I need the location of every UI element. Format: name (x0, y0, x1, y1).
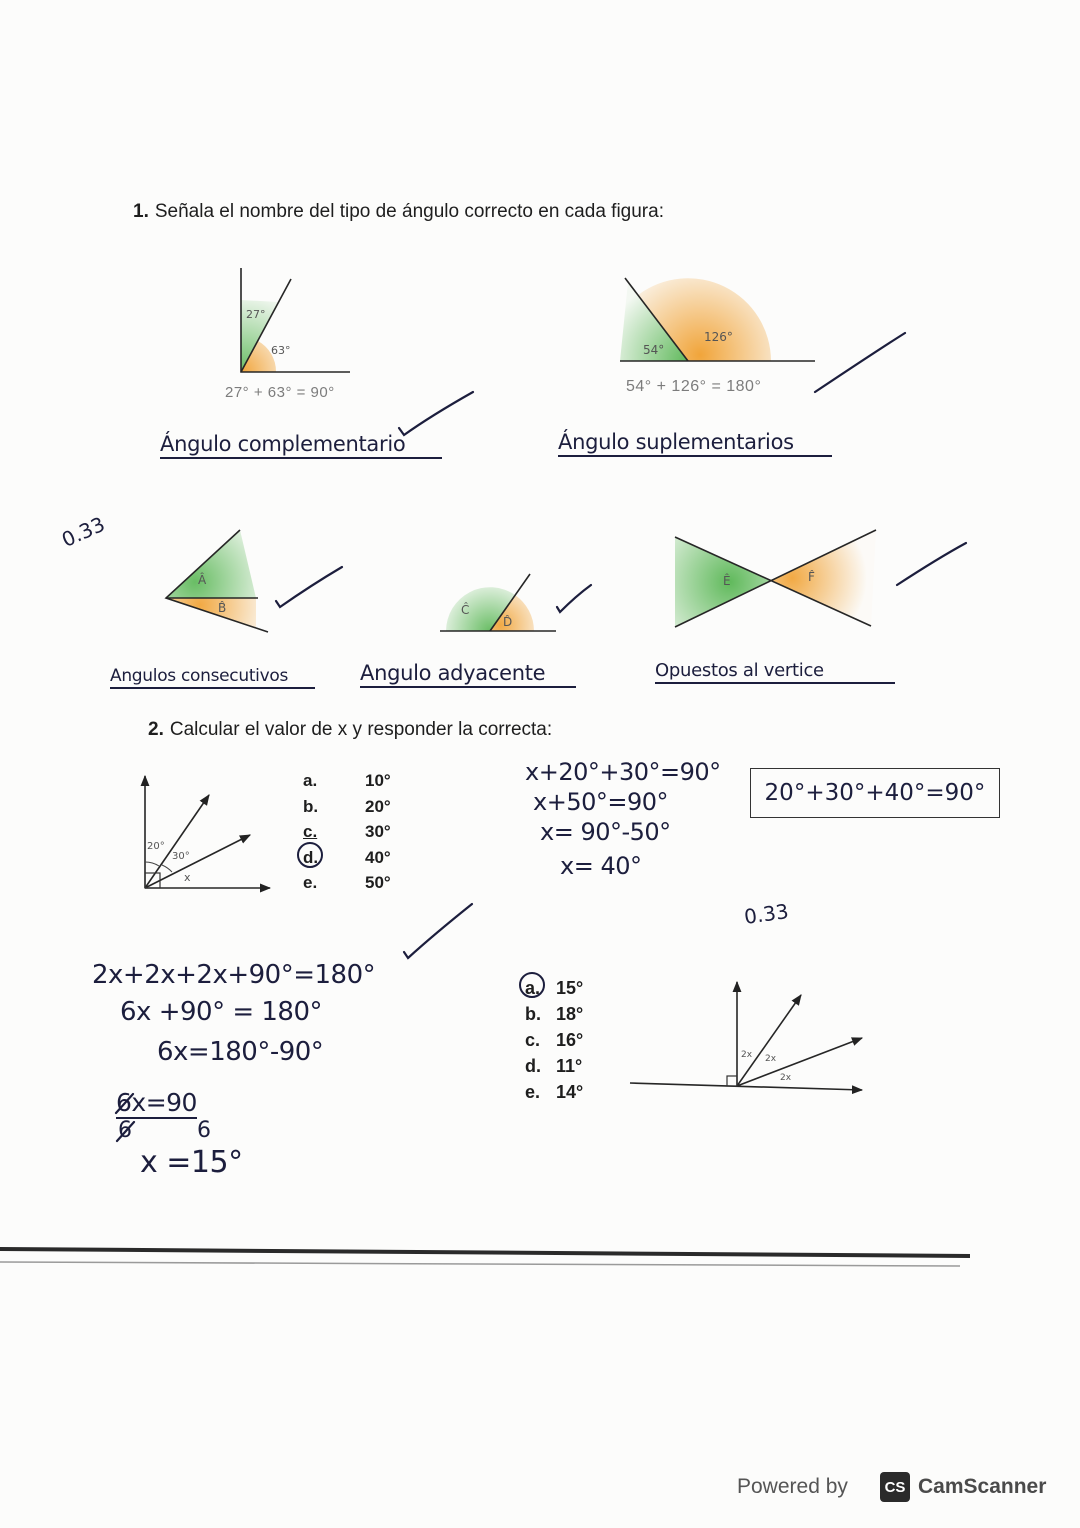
figure-consecutive (166, 530, 268, 632)
brand-name: CamScanner (918, 1475, 1047, 1498)
figure-supplementary (620, 278, 815, 361)
work-line: x= 40° (560, 852, 642, 880)
angle-label-20: 20° (147, 841, 165, 852)
powered-by-text: Powered by (737, 1475, 848, 1498)
check-mark (557, 585, 591, 612)
angle-label-a: Ĉ (461, 603, 470, 617)
work-line: 2x+2x+2x+90°=180° (92, 960, 376, 990)
figure-problem-1 (145, 776, 270, 888)
work-line: x+20°+30°=90° (525, 758, 721, 786)
option-letter: d. (525, 1056, 541, 1076)
work-line: x= 90°-50° (540, 818, 671, 846)
angle-label-b: F̂ (808, 570, 815, 584)
figure-problem-2 (630, 982, 862, 1090)
right-angle-mark (727, 1076, 737, 1086)
figure-adjacent (440, 574, 556, 631)
ray-2 (737, 1038, 862, 1086)
option-row (303, 845, 391, 871)
work-line: 6x +90° = 180° (120, 997, 323, 1027)
option-value: 14° (556, 1082, 584, 1102)
score-note: 0.33 (742, 899, 790, 929)
angle-label-a: 54° (643, 343, 665, 357)
option-value: 11° (556, 1056, 583, 1076)
answer-figure-3: Angulos consecutivos (110, 666, 315, 689)
angle-label-b: D̂ (503, 615, 513, 629)
option-letter: b. (525, 1004, 541, 1024)
option-value: 20° (365, 796, 391, 816)
option-row (303, 819, 391, 845)
option-value: 40° (365, 847, 391, 867)
page-rule (0, 1249, 970, 1256)
check-mark (276, 567, 342, 607)
option-row (525, 1079, 583, 1105)
option-value: 18° (556, 1004, 584, 1024)
angle-label-2x: 2x (765, 1054, 777, 1064)
option-letter: b. (303, 796, 319, 816)
angle-label-a: Â (198, 573, 207, 587)
check-mark (404, 904, 472, 958)
option-letter: a. (525, 975, 556, 1001)
answer-figure-2: Ángulo suplementarios (558, 430, 832, 457)
work-line: x+50°=90° (533, 788, 668, 816)
section-1-heading (133, 201, 664, 223)
angle-label-a: Ê (723, 574, 731, 588)
fraction-numerator: 6x=90 (116, 1088, 197, 1117)
option-value: 15° (556, 978, 584, 998)
shaded-angle-a (166, 530, 256, 598)
option-row (525, 1053, 583, 1079)
equation-complementary: 27° + 63° = 90° (225, 384, 335, 401)
check-mark (815, 333, 905, 392)
angle-label-2x: 2x (780, 1073, 792, 1083)
camscanner-logo-icon (880, 1472, 910, 1502)
option-value: 30° (365, 822, 391, 841)
angle-label-x: x (184, 871, 191, 884)
answer-figure-4: Angulo adyacente (360, 661, 576, 688)
option-row (525, 1001, 583, 1027)
angle-label-a: 27° (246, 308, 266, 321)
check-mark (897, 543, 966, 585)
angle-arc (145, 862, 159, 866)
option-value: 10° (365, 771, 391, 790)
option-row (525, 1027, 583, 1053)
ray-1 (737, 995, 801, 1086)
option-letter: c. (303, 822, 318, 841)
angle-label-30: 30° (172, 851, 190, 862)
option-letter: e. (525, 1082, 541, 1102)
check-mark (399, 392, 473, 435)
option-letter: c. (525, 1030, 541, 1050)
figure-complementary (241, 268, 350, 372)
result: x =15° (140, 1145, 243, 1180)
option-row (303, 768, 391, 794)
fraction-denominator: 6 (118, 1118, 132, 1143)
option-row (525, 975, 583, 1001)
answer-figure-1: Ángulo complementario (160, 432, 442, 459)
section-2-heading (148, 719, 552, 741)
verification-box (750, 768, 1000, 818)
figure-vertical-opposite (675, 530, 876, 627)
option-value: 50° (365, 873, 391, 892)
section-instruction: Calcular el valor de x y responder la correcta: (169, 719, 553, 740)
angle-label-b: 126° (704, 330, 733, 344)
angle-label-b: 63° (271, 344, 291, 357)
problem-1-options (303, 768, 391, 896)
shaded-angle-b (771, 530, 876, 626)
score-note: 0.33 (58, 511, 109, 552)
problem-2-options (525, 975, 583, 1105)
option-letter: a. (303, 771, 318, 790)
horizontal-line (630, 1083, 862, 1090)
option-letter: e. (303, 873, 318, 892)
angle-arc (162, 865, 172, 872)
section-number: 2. (148, 719, 164, 740)
option-letter: d. (303, 845, 365, 871)
section-instruction: Señala el nombre del tipo de ángulo correcto en cada figura: (154, 201, 664, 222)
equation-supplementary: 54° + 126° = 180° (626, 378, 762, 395)
fraction-denominator: 6 (197, 1118, 211, 1143)
option-row (303, 794, 391, 820)
work-line: 6x=180°-90° (157, 1037, 324, 1067)
angle-label-b: B̂ (218, 601, 227, 615)
verification-text: 20°+30°+40°=90° (764, 780, 986, 806)
section-number: 1. (133, 201, 149, 222)
angle-label-2x: 2x (741, 1050, 753, 1060)
option-value: 16° (556, 1030, 584, 1050)
page-rule-thin (0, 1262, 960, 1266)
option-row (303, 870, 391, 896)
answer-figure-5: Opuestos al vertice (655, 660, 895, 684)
logo-text: CS (884, 1478, 906, 1496)
